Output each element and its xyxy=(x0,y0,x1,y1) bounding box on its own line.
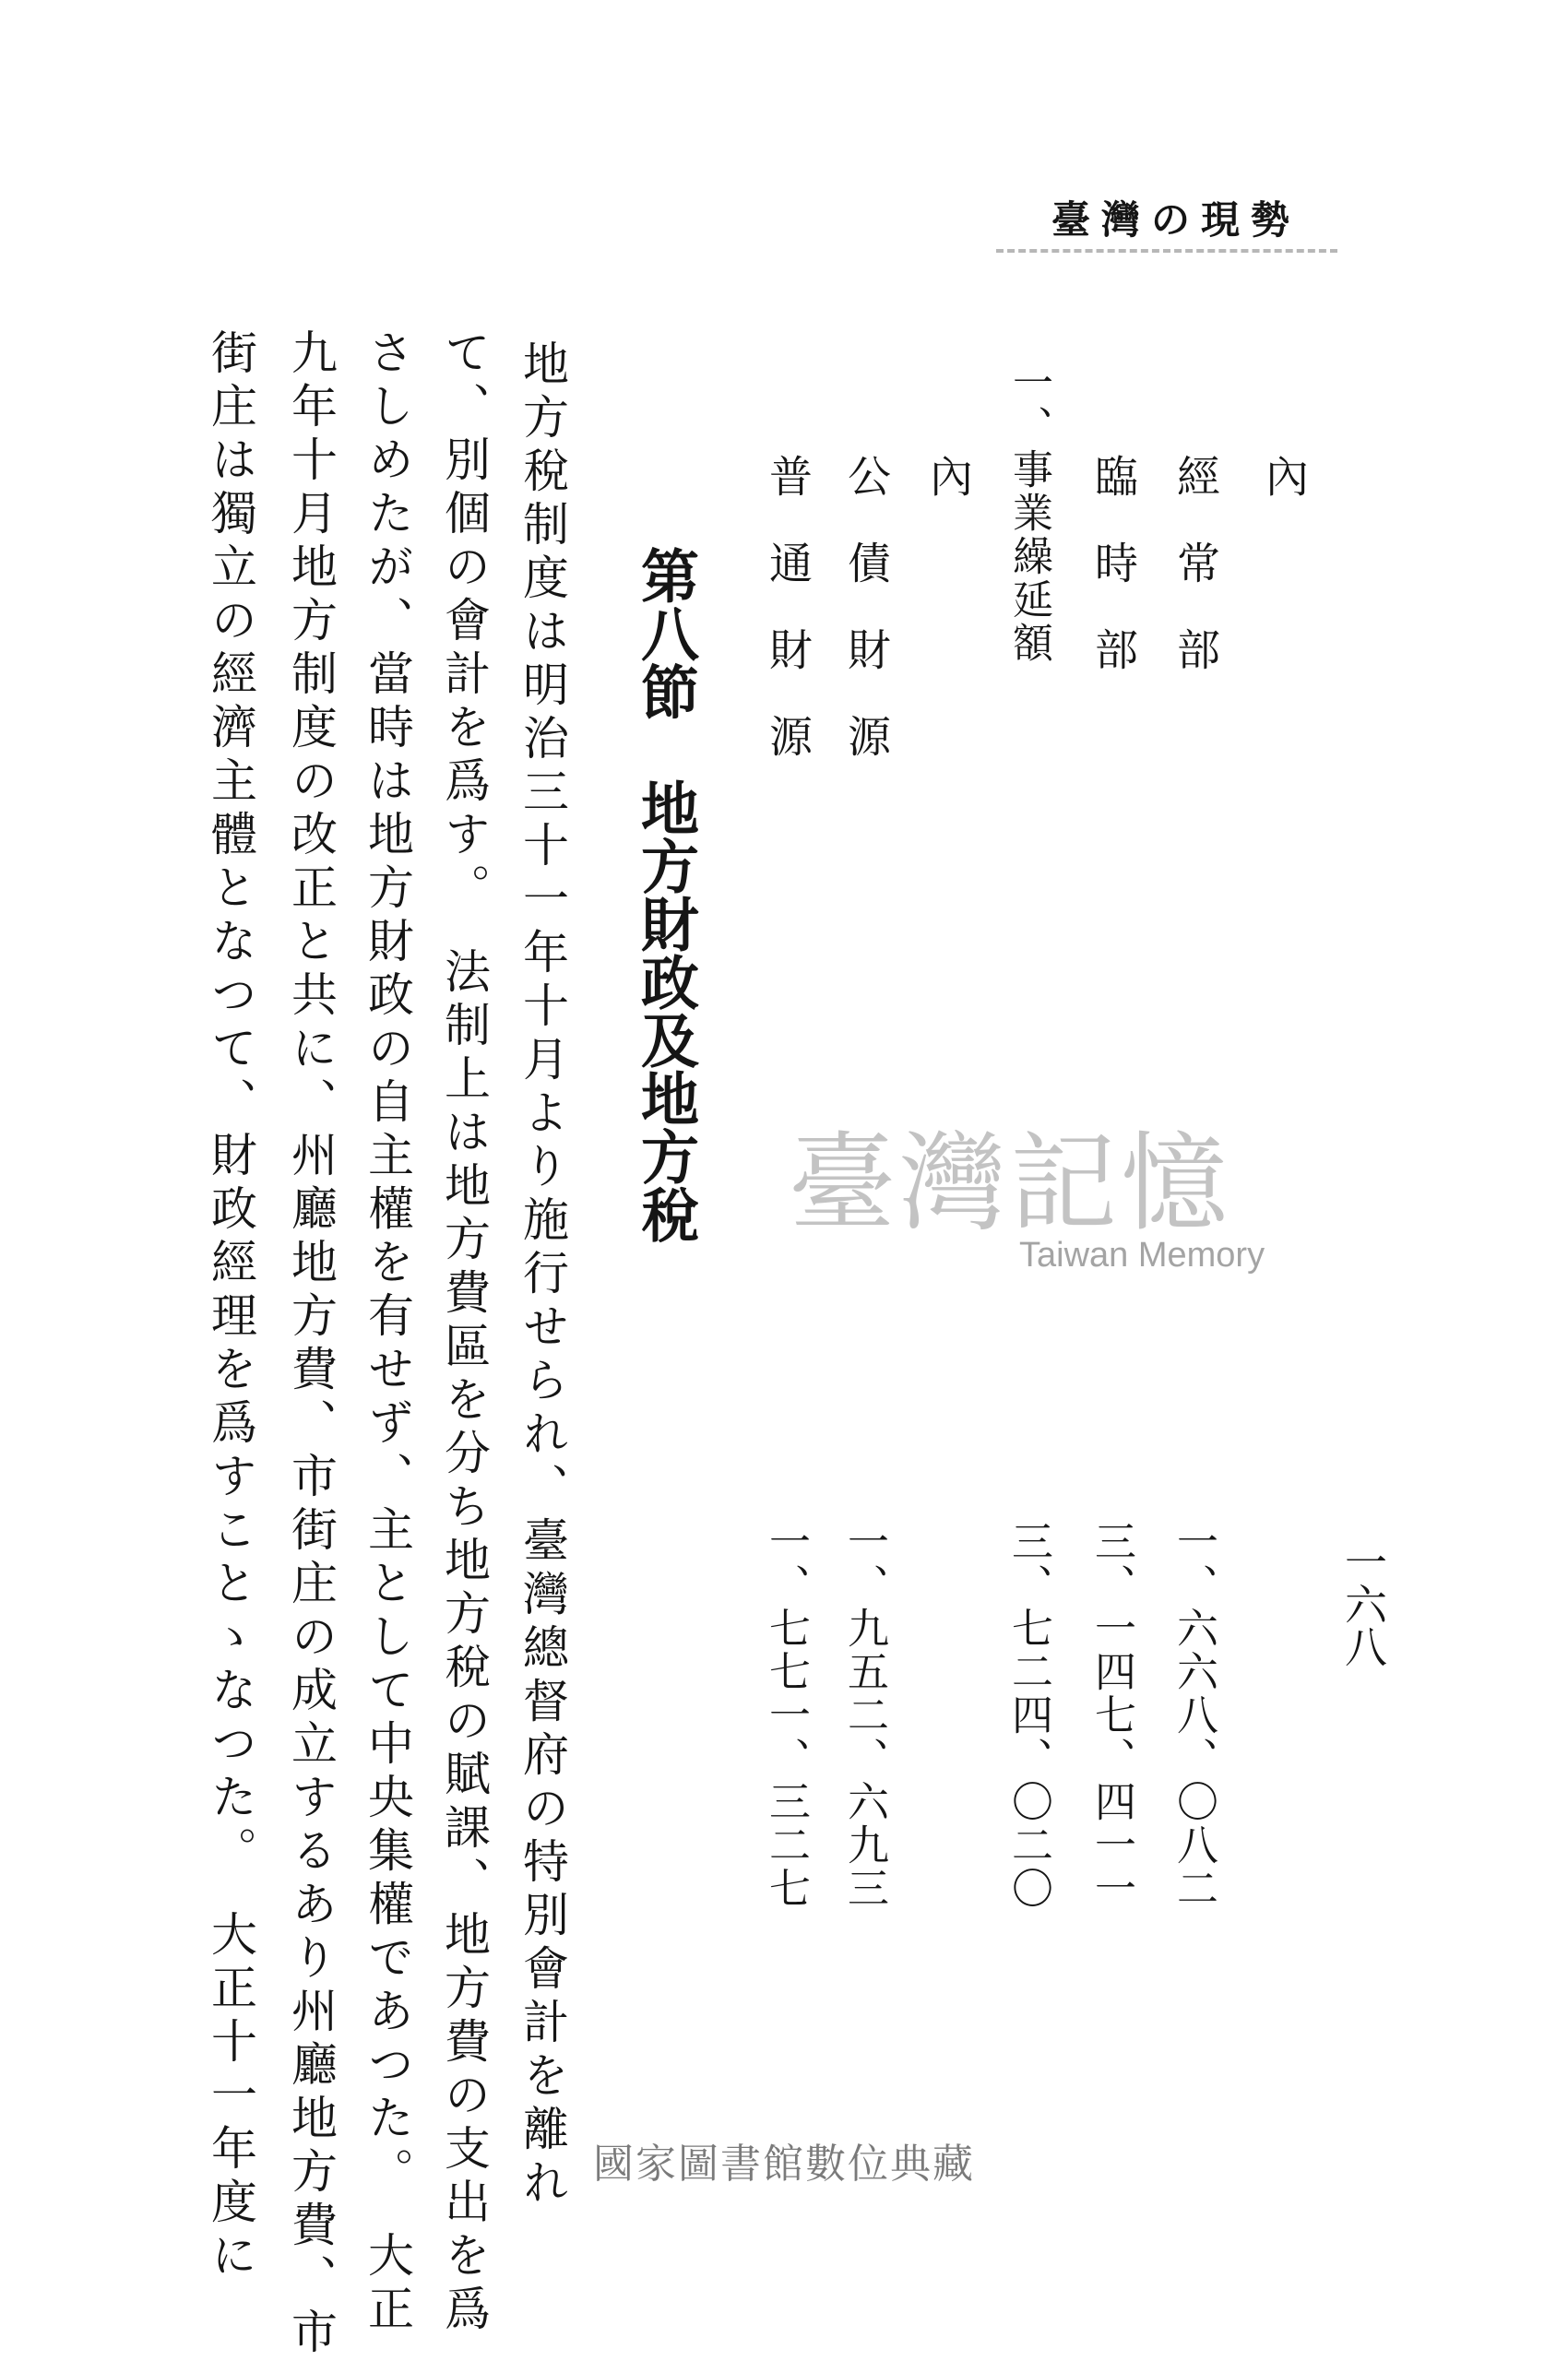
table-label-inner: 內 xyxy=(1258,454,1309,540)
page-number: 一六八 xyxy=(1338,1540,1388,1667)
table-label-carryover: 一、事業繰延額 xyxy=(1005,362,1052,665)
table-value-general: 一、七七一、三二七 xyxy=(762,1520,811,1910)
table-label-general: 普通財源 xyxy=(762,454,813,801)
archive-footer: 國家圖書館數位典藏 xyxy=(593,2141,975,2188)
body-column-5: 街庄は獨立の經濟主體となつて、財政經理を爲すことゝなつた。 大正十一年度に xyxy=(204,328,257,2284)
table-label-bond: 公債財源 xyxy=(840,454,891,801)
body-column-1: 地方稅制度は明治三十一年十月より施行せられ、臺灣總督府の特別會計を離れ xyxy=(516,339,569,2212)
table-value-extraordinary: 三、一四七、四一一 xyxy=(1087,1520,1136,1910)
table-value-bond: 一、九五二、六九三 xyxy=(840,1520,889,1910)
table-label-extraordinary: 臨時部 xyxy=(1087,454,1138,714)
running-title: 臺灣の現勢 xyxy=(1051,197,1301,243)
section-title: 第八節 地方財政及地方稅 xyxy=(632,546,700,1243)
table-label-inner-2: 內 xyxy=(922,454,973,497)
table-value-ordinary: 一、六六八、〇八二 xyxy=(1170,1520,1218,1910)
body-column-4: 九年十月地方制度の改正と共に、州廳地方費、市街庄の成立するあり州廳地方費、市 xyxy=(284,328,338,2361)
table-label-ordinary: 經常部 xyxy=(1170,454,1220,714)
watermark-glyphs: 臺灣記憶 xyxy=(789,1121,1231,1246)
taiwan-memory-watermark xyxy=(789,1097,1268,1282)
body-column-2: て、別個の會計を爲す。 法制上は地方費區を分ち地方稅の賦課、地方費の支出を爲 xyxy=(437,328,491,2338)
body-column-3: さしめたが、當時は地方財政の自主權を有せず、主として中央集權であつた。 大正 xyxy=(361,328,414,2338)
table-value-carryover: 三、七二四、〇二〇 xyxy=(1004,1520,1053,1910)
header-rule xyxy=(996,249,1337,253)
watermark-latin: Taiwan Memory xyxy=(1019,1236,1265,1275)
